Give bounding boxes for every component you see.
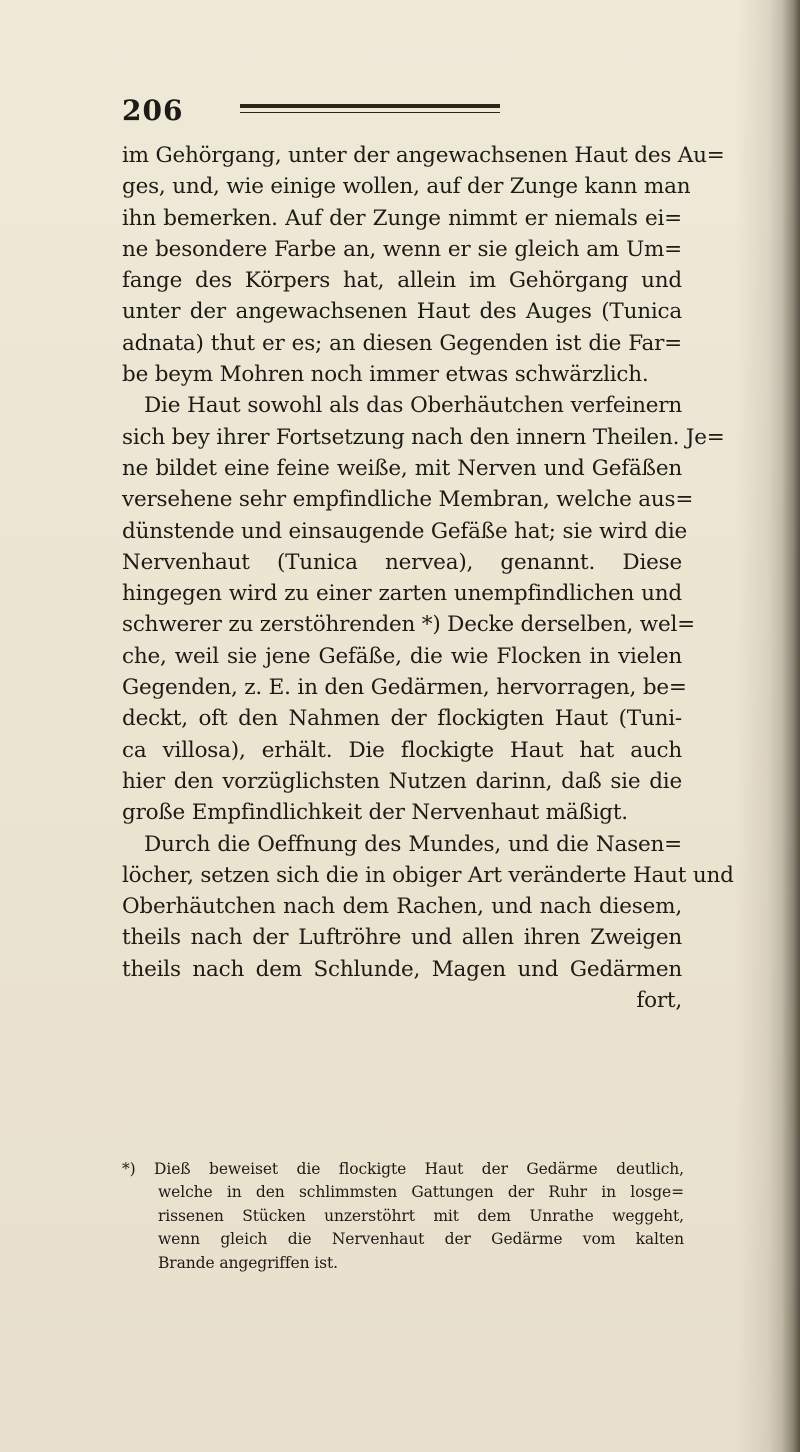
text-line: große Empfindlichkeit der Nervenhaut mäßigt. [122, 800, 628, 826]
catchword: fort, [636, 988, 682, 1014]
text-line: be beym Mohren noch immer etwas schwärzlich. [122, 362, 649, 388]
paragraph-start-line: Durch die Oeffnung des Mundes, und die Nasen= [144, 831, 682, 857]
footnote-line: rissenen Stücken unzerstöhrt mit dem Unrathe weggeht, [158, 1206, 684, 1225]
text-line: che, weil sie jene Gefäße, die wie Flocken in vielen [122, 643, 682, 669]
header-rule [240, 104, 500, 108]
paragraph-start-line: Die Haut sowohl als das Oberhäutchen verfeinern [144, 393, 682, 419]
text-line: hingegen wird zu einer zarten unempfindlichen und [122, 581, 682, 607]
footnote-line: Brande angegriffen ist. [158, 1253, 338, 1272]
text-line: dünstende und einsaugende Gefäße hat; sie wird die [122, 518, 688, 544]
text-line: sich bey ihrer Fortsetzung nach den innern Theilen. Je= [122, 424, 725, 450]
text-line: ne bildet eine feine weiße, mit Nerven und Gefäßen [122, 455, 682, 481]
text-line: unter der angewachsenen Haut des Auges (Tunica [122, 299, 682, 325]
text-line: im Gehörgang, unter der angewachsenen Haut des Au= [122, 143, 725, 168]
text-line: deckt, oft den Nahmen der flockigten Haut (Tuni- [122, 706, 682, 732]
page-number: 206 [122, 94, 184, 127]
text-line: ihn bemerken. Auf der Zunge nimmt er niemals ei= [122, 205, 682, 231]
text-line: Gegenden, z. E. in den Gedärmen, hervorragen, be= [122, 675, 687, 701]
header-rule-thin [240, 112, 500, 113]
footnote-line: welche in den schlimmsten Gattungen der Ruhr in losge= [158, 1183, 684, 1202]
text-line: schwerer zu zerstöhrenden *) Decke derselben, wel= [122, 612, 695, 638]
body-text [122, 140, 734, 1016]
footnote-line: wenn gleich die Nervenhaut der Gedärme vom kalten [158, 1230, 684, 1249]
text-line: ca villosa), erhält. Die flockigte Haut hat auch [122, 737, 682, 763]
text-line: ne besondere Farbe an, wenn er sie gleich am Um= [122, 236, 682, 262]
text-line: ges, und, wie einige wollen, auf der Zunge kann man [122, 174, 691, 200]
page-edge-shadow [782, 0, 800, 1452]
text-line: theils nach der Luftröhre und allen ihren Zweigen [122, 925, 682, 951]
text-line: theils nach dem Schlunde, Magen und Gedärmen [122, 956, 682, 982]
text-line: Oberhäutchen nach dem Rachen, und nach diesem, [122, 894, 682, 920]
text-line: löcher, setzen sich die in obiger Art veränderte Haut und [122, 862, 734, 888]
footnote-line: *) Dieß beweiset die flockigte Haut der Gedärme deutlich, [122, 1160, 684, 1178]
text-line: adnata) thut er es; an diesen Gegenden ist die Far= [122, 330, 682, 356]
text-line: Nervenhaut (Tunica nervea), genannt. Diese [122, 549, 682, 575]
text-line: versehene sehr empfindliche Membran, welche aus= [122, 487, 694, 513]
text-line: fange des Körpers hat, allein im Gehörgang und [122, 268, 682, 294]
text-line: hier den vorzüglichsten Nutzen darinn, daß sie die [122, 768, 682, 794]
footnote [122, 1158, 684, 1275]
